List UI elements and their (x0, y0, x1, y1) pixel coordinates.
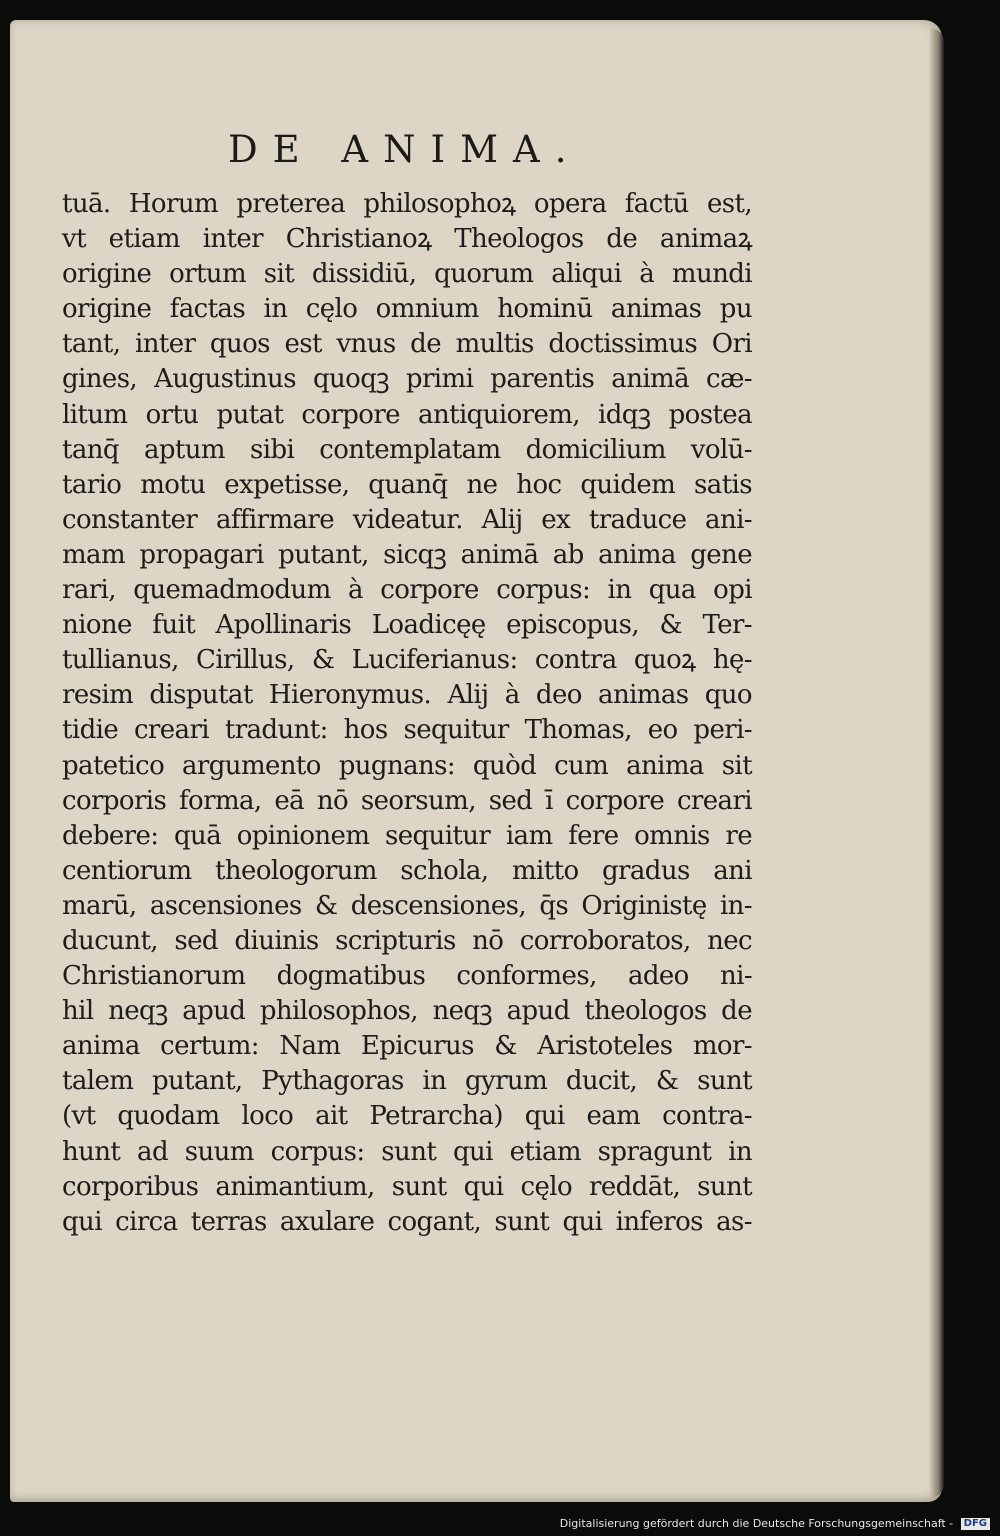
page-edge (930, 28, 944, 1498)
text-line: corporibus animantium, sunt qui cęlo reddāt, sunt (62, 1171, 752, 1202)
running-head: DE ANIMA. (228, 128, 582, 171)
text-line: (vt quodam loco ait Petrarcha) qui eam contra- (62, 1101, 752, 1132)
text-line: gines, Augustinus quoqꝫ primi parentis animā cæ- (62, 364, 752, 395)
text-line: hunt ad suum corpus: sunt qui etiam spragunt in (62, 1136, 752, 1167)
text-line: tant, inter quos est vnus de multis doctissimus Ori (62, 329, 752, 360)
text-line: vt etiam inter Christianoꝝ Theologos de animaꝝ (62, 224, 752, 255)
text-line: litum ortu putat corpore antiquiorem, idqꝫ postea (62, 399, 752, 430)
dfg-logo: DFG (961, 1518, 990, 1530)
text-line: tanq̄ aptum sibi contemplatam domicilium volū- (62, 434, 752, 465)
digitization-credit (560, 1517, 990, 1530)
text-line: tullianus, Cirillus, & Luciferianus: contra quoꝝ hę- (62, 645, 752, 676)
text-line: nione fuit Apollinaris Loadicęę episcopus, & Ter- (62, 610, 752, 641)
credit-text: Digitalisierung gefördert durch die Deutsche Forschungsgemeinschaft - (559, 1517, 954, 1530)
text-line: rari, quemadmodum à corpore corpus: in qua opi (62, 575, 752, 606)
text-line: marū, ascensiones & descensiones, q̄s Originistę in- (62, 890, 752, 921)
text-line: ducunt, sed diuinis scripturis nō corroboratos, nec (62, 925, 752, 956)
text-line: hil neqꝫ apud philosophos, neqꝫ apud theologos de (62, 996, 752, 1027)
text-block (62, 187, 752, 1240)
text-line: origine ortum sit dissidiū, quorum aliqui à mundi (62, 259, 752, 290)
text-line: tuā. Horum preterea philosophoꝝ opera factū est, (62, 189, 752, 219)
text-line: resim disputat Hieronymus. Alij à deo animas quo (62, 680, 752, 711)
text-line: debere: quā opinionem sequitur iam fere omnis re (62, 820, 752, 851)
text-line: origine factas in cęlo omnium hominū animas pu (62, 294, 752, 325)
text-line: corporis forma, eā nō seorsum, sed ī corpore creari (62, 785, 752, 816)
text-line: mam propagari putant, sicqꝫ animā ab anima gene (62, 539, 752, 570)
text-line: patetico argumento pugnans: quòd cum anima sit (62, 750, 752, 781)
text-line: qui circa terras axulare cogant, sunt qui inferos as- (62, 1206, 752, 1237)
text-line: talem putant, Pythagoras in gyrum ducit, & sunt (62, 1066, 752, 1097)
text-line: centiorum theologorum schola, mitto gradus ani (62, 855, 752, 886)
text-line: tario motu expetisse, quanq̄ ne hoc quidem satis (62, 469, 752, 500)
text-line: Christianorum dogmatibus conformes, adeo ni- (62, 961, 752, 992)
text-line: anima certum: Nam Epicurus & Aristoteles mor- (62, 1031, 752, 1062)
text-line: tidie creari tradunt: hos sequitur Thomas, eo peri- (62, 715, 752, 746)
text-line: constanter affirmare videatur. Alij ex traduce ani- (62, 504, 752, 535)
